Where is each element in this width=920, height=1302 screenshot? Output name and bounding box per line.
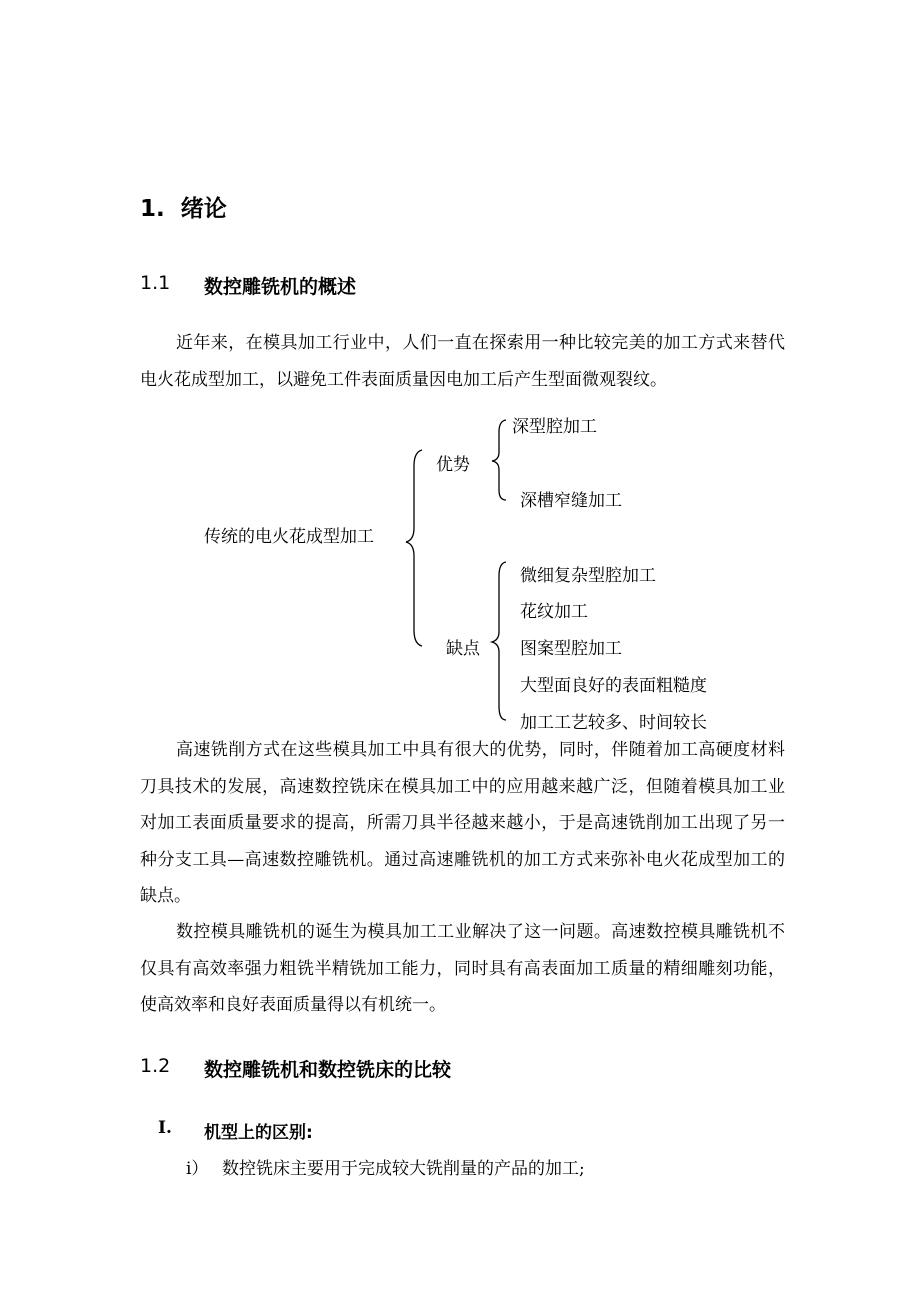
- section-number: 1.1: [140, 272, 171, 294]
- section-heading-1-2: [140, 1055, 170, 1077]
- disadvantage-item-2: 花纹加工: [520, 602, 588, 622]
- advantages-label: 优势: [436, 455, 470, 475]
- list-item-marker: i）: [186, 1159, 209, 1179]
- list-item-text: 数控铣床主要用于完成较大铣削量的产品的加工;: [222, 1159, 585, 1179]
- intro-paragraph: 近年来，在模具加工行业中，人们一直在探索用一种比较完美的加工方式来替代电火花成型加工，以避免工件表面质量因电加工后产生型面微观裂纹。: [140, 333, 785, 390]
- paragraph-high-speed-milling: 高速铣削方式在这些模具加工中具有很大的优势，同时，伴随着加工高硬度材料刀具技术的发展，高速数控铣床在模具加工中的应用越来越广泛，但随着模具加工业对加工表面质量要求的提高，所需刀具半径越来越小，于是高速铣削加工出现了另一种分支工具—高速数控雕铣机。通过高速雕铣机的加工方式来弥补电火花成型加工的缺点。: [140, 740, 785, 907]
- disadvantage-item-4: 大型面良好的表面粗糙度: [520, 676, 707, 696]
- section-title-1-1: 数控雕铣机的概述: [204, 276, 357, 298]
- section-title-1-2: 数控雕铣机和数控铣床的比较: [204, 1059, 452, 1081]
- paragraph-engraving-machine: 数控模具雕铣机的诞生为模具加工工业解决了这一问题。高速数控模具雕铣机不仅具有高效率强力粗铣半精铣加工能力，同时具有高表面加工质量的精细雕刻功能，使高效率和良好表面质量得以有机统一。: [140, 922, 785, 1016]
- advantage-item-1: 深型腔加工: [512, 417, 597, 437]
- advantage-item-2: 深槽窄缝加工: [520, 491, 622, 511]
- subsection-marker: I.: [158, 1118, 172, 1138]
- chapter-number: 1.: [140, 196, 165, 222]
- disadvantage-item-5: 加工工艺较多、时间较长: [520, 713, 707, 733]
- root-brace: [400, 448, 430, 648]
- chapter-heading: [140, 190, 227, 223]
- advantages-brace: [486, 418, 512, 502]
- disadvantage-item-3: 图案型腔加工: [520, 639, 622, 659]
- section-heading-1-1: [140, 272, 170, 294]
- diagram-root: 传统的电火花成型加工: [204, 527, 374, 547]
- disadvantages-brace: [486, 560, 512, 722]
- disadvantages-label: 缺点: [446, 639, 480, 659]
- subsection-title: 机型上的区别:: [204, 1123, 313, 1143]
- disadvantage-item-1: 微细复杂型腔加工: [520, 566, 656, 586]
- chapter-title: 绪论: [180, 196, 227, 222]
- section-number: 1.2: [140, 1055, 171, 1077]
